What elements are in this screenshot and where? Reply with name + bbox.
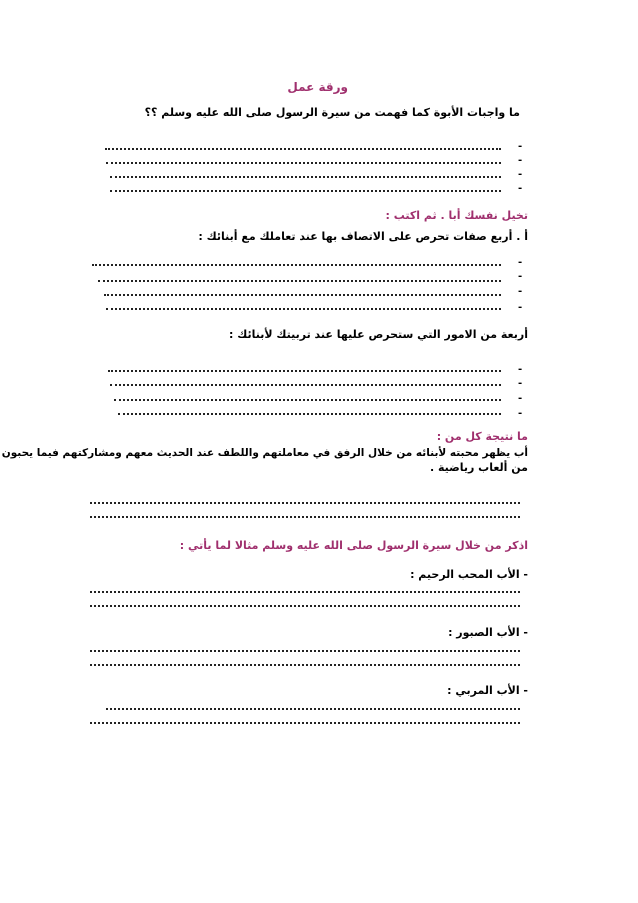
question-4-heading: اذكر من خلال سيرة الرسول صلى الله عليه وسلم مثالا لما يأتي : [179, 539, 528, 552]
line-dash: - [518, 155, 523, 166]
answer-line[interactable] [104, 294, 501, 296]
answer-line[interactable] [114, 399, 501, 401]
line-dash: - [518, 378, 523, 389]
line-dash: - [518, 408, 523, 419]
answer-line[interactable] [90, 516, 520, 518]
line-dash: - [518, 169, 523, 180]
question-3-heading: ما نتيجة كل من : [436, 430, 528, 443]
answer-line[interactable] [90, 591, 520, 593]
question-3-line-1: أب يظهر محبته لأبنائه من خلال الرفق في معاملتهم واللطف عند الحديث معهم ومشاركتهم فيما يحبون [1, 447, 528, 459]
answer-line[interactable] [110, 176, 501, 178]
answer-line[interactable] [90, 502, 520, 504]
question-2a: أ . أربع صفات تحرص على الاتصاف بها عند تعاملك مع أبنائك : [198, 230, 528, 243]
line-dash: - [518, 393, 523, 404]
father-type-patient: - الأب الصبور : [448, 626, 528, 639]
question-1: ما واجبات الأبوة كما فهمت من سيرة الرسول صلى الله عليه وسلم ؟؟ [144, 106, 520, 119]
question-2b: أربعة من الامور التي ستحرص عليها عند تربيتك لأبنائك : [229, 328, 528, 341]
line-dash: - [518, 364, 523, 375]
father-type-merciful: - الأب المحب الرحيم : [410, 568, 528, 581]
answer-line[interactable] [105, 148, 501, 150]
question-2-heading: تخيل نفسك أبا . ثم اكتب : [385, 209, 528, 222]
answer-line[interactable] [118, 413, 501, 415]
answer-line[interactable] [90, 664, 520, 666]
line-dash: - [518, 271, 523, 282]
line-dash: - [518, 302, 523, 313]
answer-line[interactable] [106, 162, 501, 164]
father-type-educator: - الأب المربي : [447, 684, 528, 697]
answer-line[interactable] [110, 190, 501, 192]
question-3-line-2: من ألعاب رياضية . [429, 461, 528, 474]
answer-line[interactable] [90, 650, 520, 652]
worksheet-title: ورقة عمل [287, 80, 348, 94]
line-dash: - [518, 141, 523, 152]
answer-line[interactable] [108, 370, 501, 372]
answer-line[interactable] [110, 384, 501, 386]
answer-line[interactable] [106, 708, 520, 710]
line-dash: - [518, 286, 523, 297]
answer-line[interactable] [92, 264, 501, 266]
answer-line[interactable] [106, 308, 501, 310]
answer-line[interactable] [98, 280, 501, 282]
line-dash: - [518, 257, 523, 268]
answer-line[interactable] [90, 605, 520, 607]
answer-line[interactable] [90, 722, 520, 724]
line-dash: - [518, 183, 523, 194]
